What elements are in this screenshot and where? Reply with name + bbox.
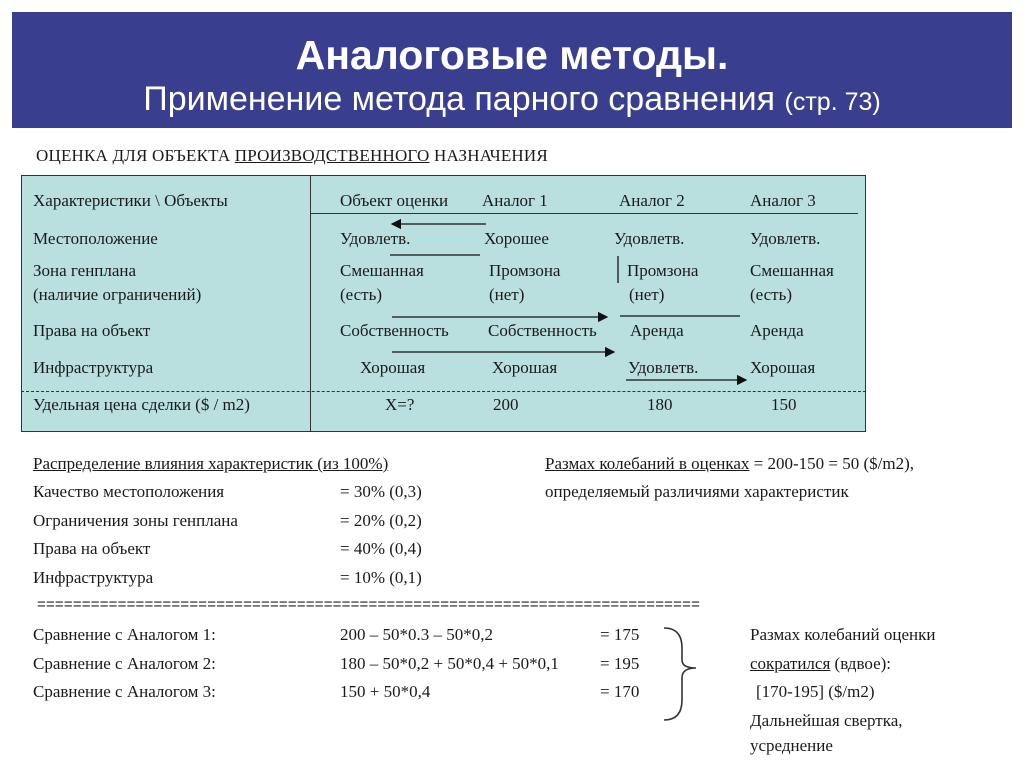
cell-location-object: Удовлетв. xyxy=(340,229,411,248)
cell-zone-analog-1: Промзона xyxy=(489,261,561,280)
conclusion-range: [170-195] ($/m2) xyxy=(756,682,875,701)
row-label-zone-note: (наличие ограничений) xyxy=(33,285,202,304)
cell-infra-analog-2: Удовлетв. xyxy=(628,358,699,377)
column-header-analog-1: Аналог 1 xyxy=(482,191,548,210)
section-heading-part2: ПРОИЗВОДСТВЕННОГО xyxy=(234,146,430,165)
conclusion-line-2 xyxy=(750,654,891,674)
row-label-infrastructure: Инфраструктура xyxy=(33,358,154,377)
distribution-value-infra: = 10% (0,1) xyxy=(340,568,422,587)
comparison-formula-3: 150 + 50*0,4 xyxy=(340,682,431,701)
comparison-formula-2: 180 – 50*0,2 + 50*0,4 + 50*0,1 xyxy=(340,654,559,673)
distribution-heading: Распределение влияния характеристик (из 100%) xyxy=(33,454,389,473)
cell-location-analog-3: Удовлетв. xyxy=(750,229,821,248)
page-reference: (стр. 73) xyxy=(784,88,881,116)
table-corner-header: Характеристики \ Объекты xyxy=(33,191,228,210)
subtitle-text: Применение метода парного сравнения xyxy=(143,80,776,118)
distribution-value-zone: = 20% (0,2) xyxy=(340,511,422,530)
cell-rights-analog-2: Аренда xyxy=(630,321,684,340)
comparison-label-1: Сравнение с Аналогом 1: xyxy=(33,625,216,644)
cell-price-object: X=? xyxy=(385,395,415,414)
distribution-label-rights: Права на объект xyxy=(33,539,151,558)
section-heading-part3: НАЗНАЧЕНИЯ xyxy=(433,146,548,165)
range-line-1 xyxy=(545,454,914,474)
cell-infra-object: Хорошая xyxy=(360,358,426,377)
row-label-location: Местоположение xyxy=(33,229,158,248)
cell-location-analog-2: Удовлетв. xyxy=(614,229,685,248)
column-header-analog-2: Аналог 2 xyxy=(619,191,685,210)
range-line-2: определяемый различиями характеристик xyxy=(545,482,849,501)
cell-location-analog-1: Хорошее xyxy=(484,229,549,248)
cell-rights-analog-3: Аренда xyxy=(750,321,804,340)
section-heading-part1: ОЦЕНКА ДЛЯ ОБЪЕКТА xyxy=(36,146,231,165)
cell-infra-analog-1: Хорошая xyxy=(492,358,558,377)
separator-line: ========================================================================== xyxy=(37,596,701,613)
cell-rights-object: Собственность xyxy=(340,321,449,340)
comparison-result-1: = 175 xyxy=(600,625,640,644)
cell-zone-object-note: (есть) xyxy=(340,285,383,304)
comparison-label-3: Сравнение с Аналогом 3: xyxy=(33,682,216,701)
range-value: = 200-150 = 50 ($/m2), xyxy=(749,454,915,473)
distribution-value-rights: = 40% (0,4) xyxy=(340,539,422,558)
conclusion-twice: (вдвое): xyxy=(830,654,892,673)
cell-zone-analog-3: Смешанная xyxy=(750,261,834,280)
distribution-label-infra: Инфраструктура xyxy=(33,568,154,587)
conclusion-line-4: Дальнейшая свертка, xyxy=(750,711,903,730)
conclusion-line-5: усреднение xyxy=(750,736,833,755)
comparison-result-2: = 195 xyxy=(600,654,640,673)
cell-zone-analog-2-note: (нет) xyxy=(629,285,665,304)
cell-zone-object: Смешанная xyxy=(340,261,424,280)
comparison-label-2: Сравнение с Аналогом 2: xyxy=(33,654,216,673)
comparison-formula-1: 200 – 50*0.3 – 50*0,2 xyxy=(340,625,493,644)
distribution-value-location: = 30% (0,3) xyxy=(340,482,422,501)
range-label: Размах колебаний в оценках xyxy=(545,454,750,473)
row-label-price: Удельная цена сделки ($ / m2) xyxy=(33,395,250,414)
slide-title: Аналоговые методы. xyxy=(295,32,729,78)
row-label-rights: Права на объект xyxy=(33,321,151,340)
cell-price-analog-2: 180 xyxy=(647,395,673,414)
column-header-analog-3: Аналог 3 xyxy=(750,191,816,210)
cell-rights-analog-1: Собственность xyxy=(488,321,597,340)
comparison-result-3: = 170 xyxy=(600,682,640,701)
distribution-label-zone: Ограничения зоны генплана xyxy=(33,511,238,530)
cell-zone-analog-3-note: (есть) xyxy=(750,285,793,304)
conclusion-reduced: сократился xyxy=(750,654,831,673)
distribution-label-location: Качество местоположения xyxy=(33,482,225,501)
curly-brace xyxy=(664,628,696,720)
conclusion-line-1: Размах колебаний оценки xyxy=(750,625,936,644)
cell-zone-analog-1-note: (нет) xyxy=(489,285,525,304)
cell-infra-analog-3: Хорошая xyxy=(750,358,816,377)
cell-price-analog-1: 200 xyxy=(493,395,519,414)
cell-zone-analog-2: Промзона xyxy=(627,261,699,280)
row-label-zone: Зона генплана xyxy=(33,261,137,280)
cell-price-analog-3: 150 xyxy=(771,395,797,414)
column-header-object: Объект оценки xyxy=(340,191,449,210)
